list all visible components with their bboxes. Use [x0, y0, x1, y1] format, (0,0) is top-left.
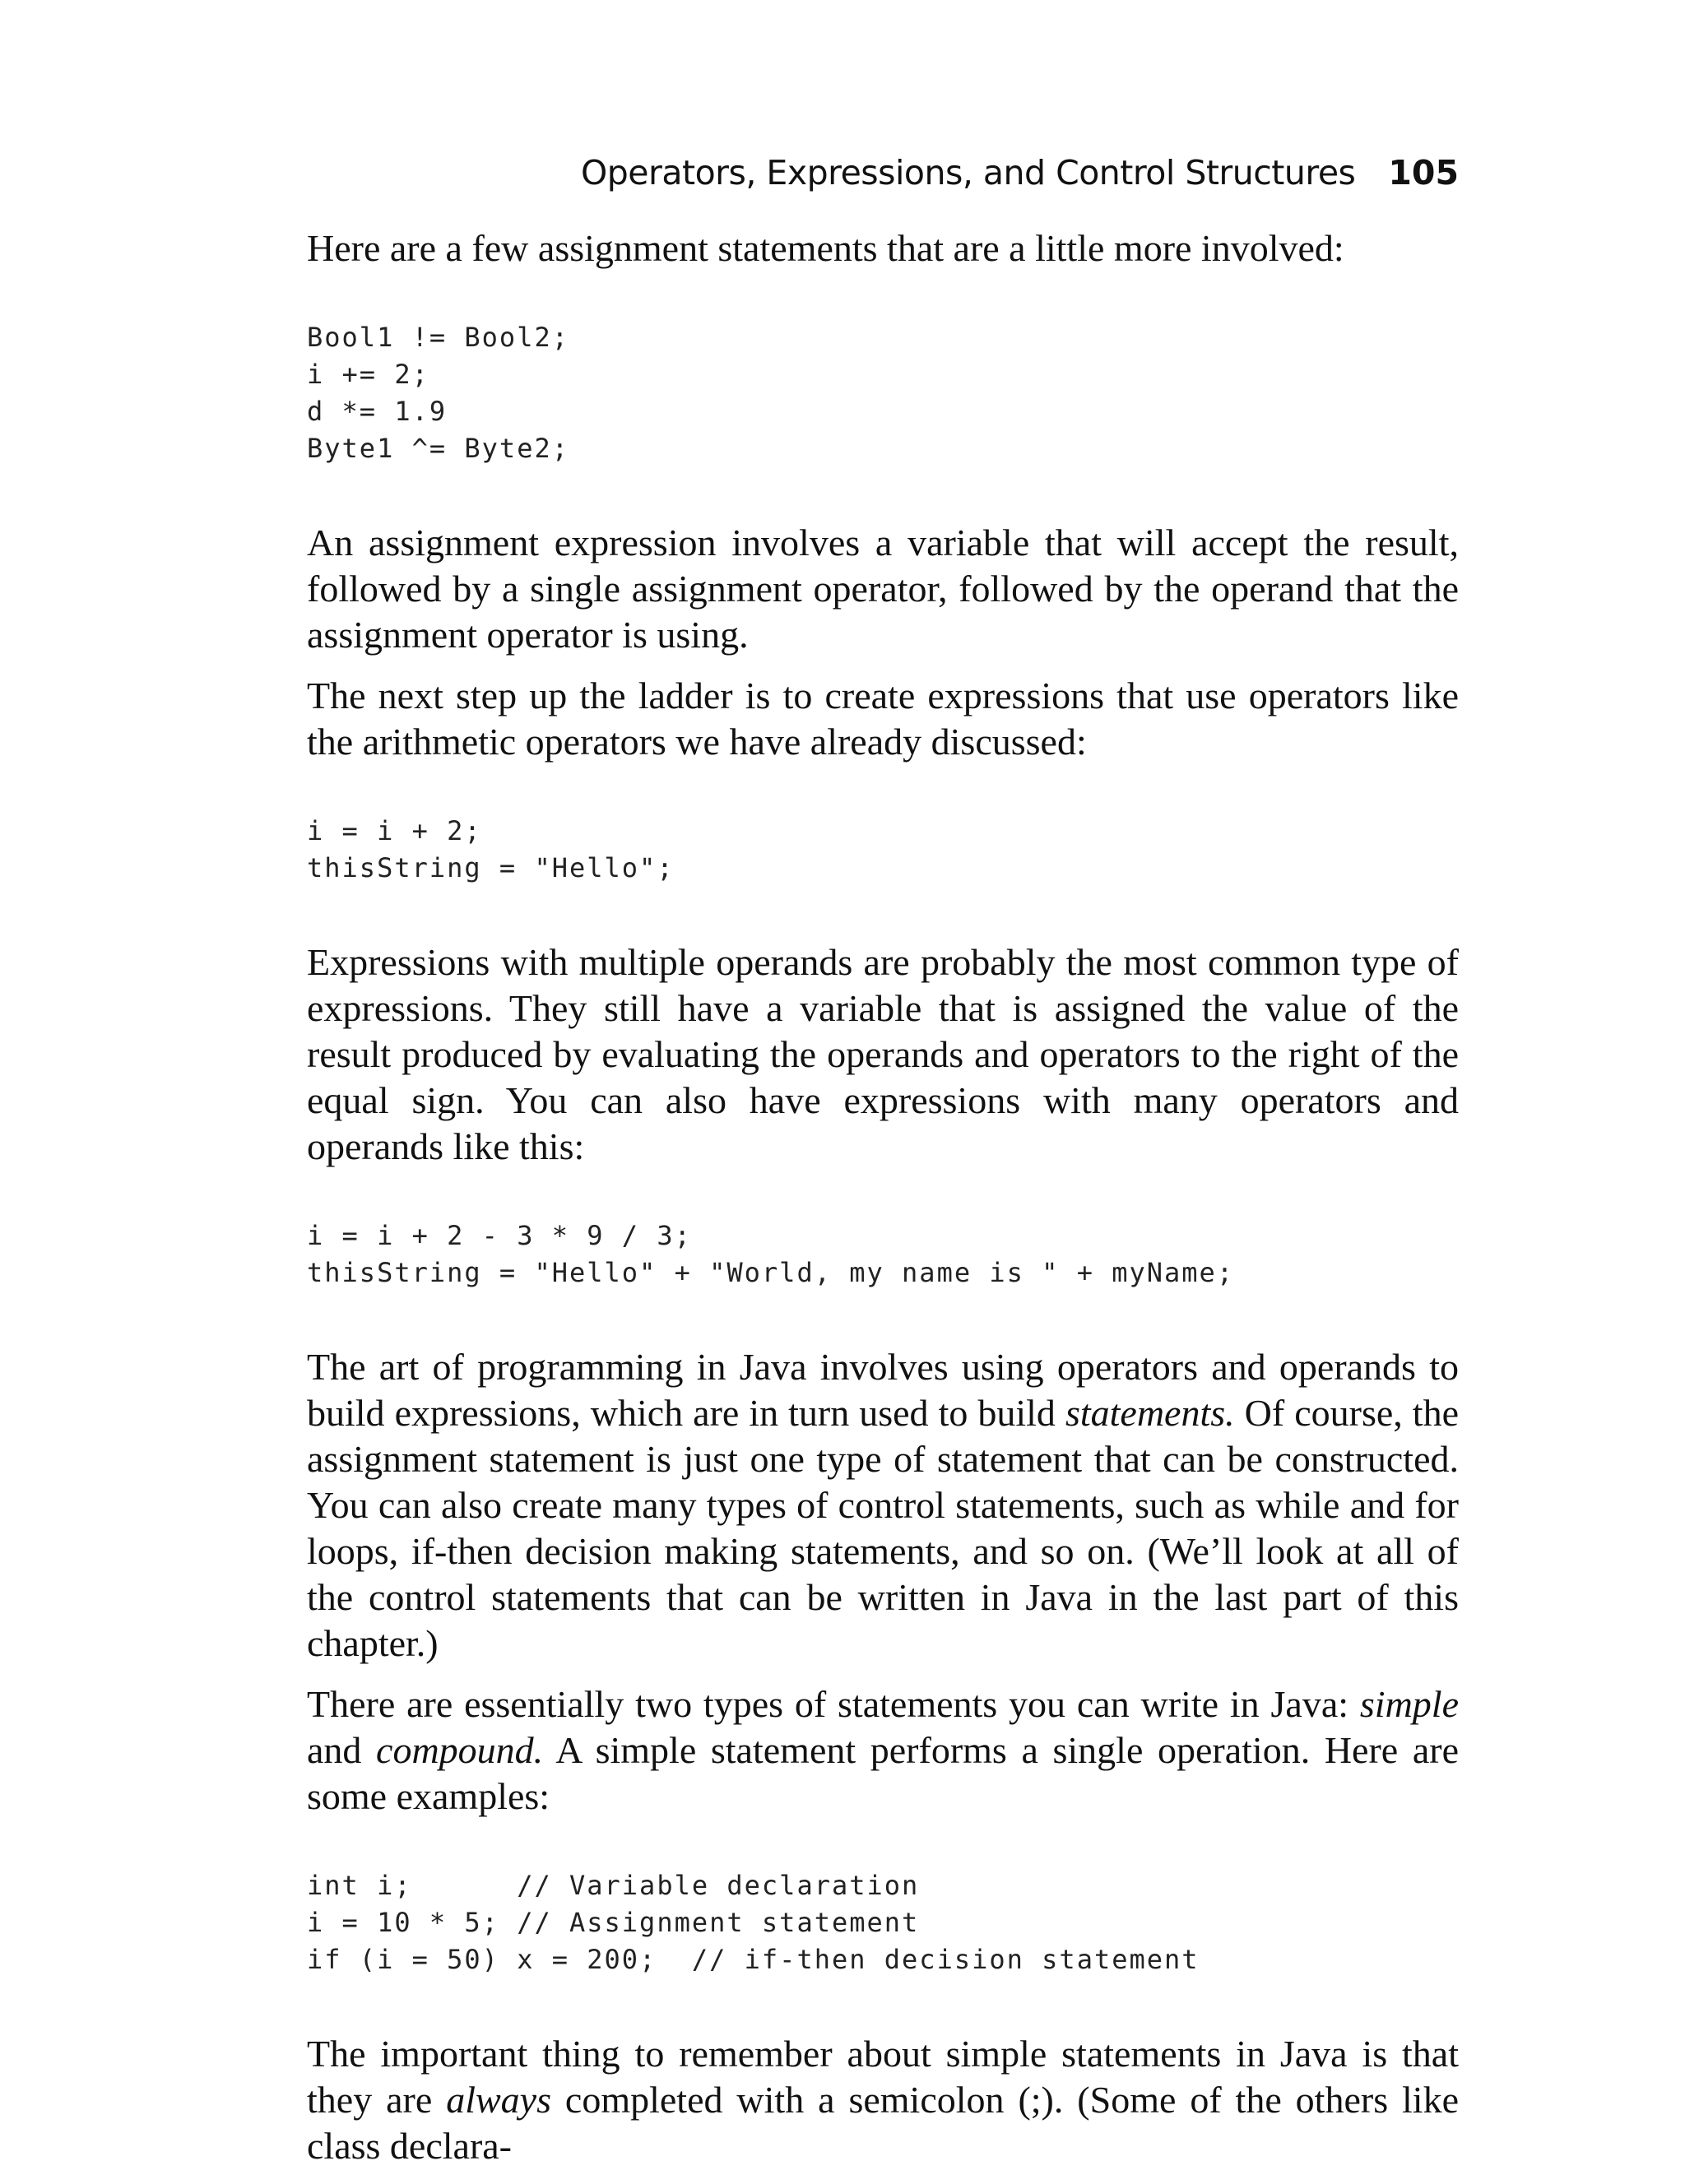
paragraph-semicolon	[307, 2031, 1459, 2169]
text-run: and	[307, 1729, 377, 1771]
book-page	[307, 0, 1459, 2167]
running-header	[307, 148, 1459, 197]
page-body	[307, 225, 1459, 2184]
text-run: The art of programming in Java involves using operators and operands to build expressions, which are in turn used to build	[307, 1346, 1459, 1434]
text-run: The important thing to remember about simple statements in Java is that they are	[307, 2033, 1459, 2121]
code-block-arithmetic: i = i + 2; thisString = "Hello";	[307, 815, 675, 883]
text-run: completed with a semicolon (;). (Some of the others like class declara-	[307, 2079, 1459, 2167]
text-run: There are essentially two types of statements you can write in Java:	[307, 1683, 1360, 1725]
text-run: A simple statement performs a single operation. Here are some examples:	[307, 1729, 1459, 1817]
paragraph-ladder: The next step up the ladder is to create expressions that use operators like the arithmetic operators we have already discussed:	[307, 675, 1459, 763]
page-number: 105	[1388, 153, 1459, 192]
code-block-simple-statements: int i; // Variable declaration i = 10 * 5; // Assignment statement if (i = 50) x = 200; // if-then decision statement	[307, 1870, 1200, 1975]
paragraph-intro: Here are a few assignment statements that are a little more involved:	[307, 227, 1344, 269]
code-block-assignments: Bool1 != Bool2; i += 2; d *= 1.9 Byte1 ^= Byte2;	[307, 322, 569, 464]
running-title: Operators, Expressions, and Control Structures	[580, 153, 1356, 192]
paragraph-assignment-expression: An assignment expression involves a variable that will accept the result, followed by a single assignment operator, followed by the operand that the assignment operator is using.	[307, 522, 1459, 656]
code-block-many-operators: i = i + 2 - 3 * 9 / 3; thisString = "Hello" + "World, my name is " + myName;	[307, 1220, 1235, 1288]
emphasis-compound: compound.	[376, 1729, 544, 1771]
paragraph-statement-types	[307, 1681, 1459, 1820]
emphasis-simple: simple	[1359, 1683, 1459, 1725]
emphasis-statements: statements.	[1065, 1392, 1235, 1434]
paragraph-art-of-programming	[307, 1344, 1459, 1667]
emphasis-always: always	[446, 2079, 551, 2121]
paragraph-multiple-operands: Expressions with multiple operands are probably the most common type of expressions. They still have a variable that is assigned the value of the result produced by evaluating the operands and operators to the right of the equal sign. You can also have expressions with many operators and operands like this:	[307, 941, 1459, 1167]
text-run: Of course, the assignment statement is just one type of statement that can be constructed. You can also create many types of control statements, such as while and for loops, if-then decision making statements, and so on. (We’ll look at all of the control statements that can be written in Java in the last part of this chapter.)	[307, 1392, 1459, 1664]
